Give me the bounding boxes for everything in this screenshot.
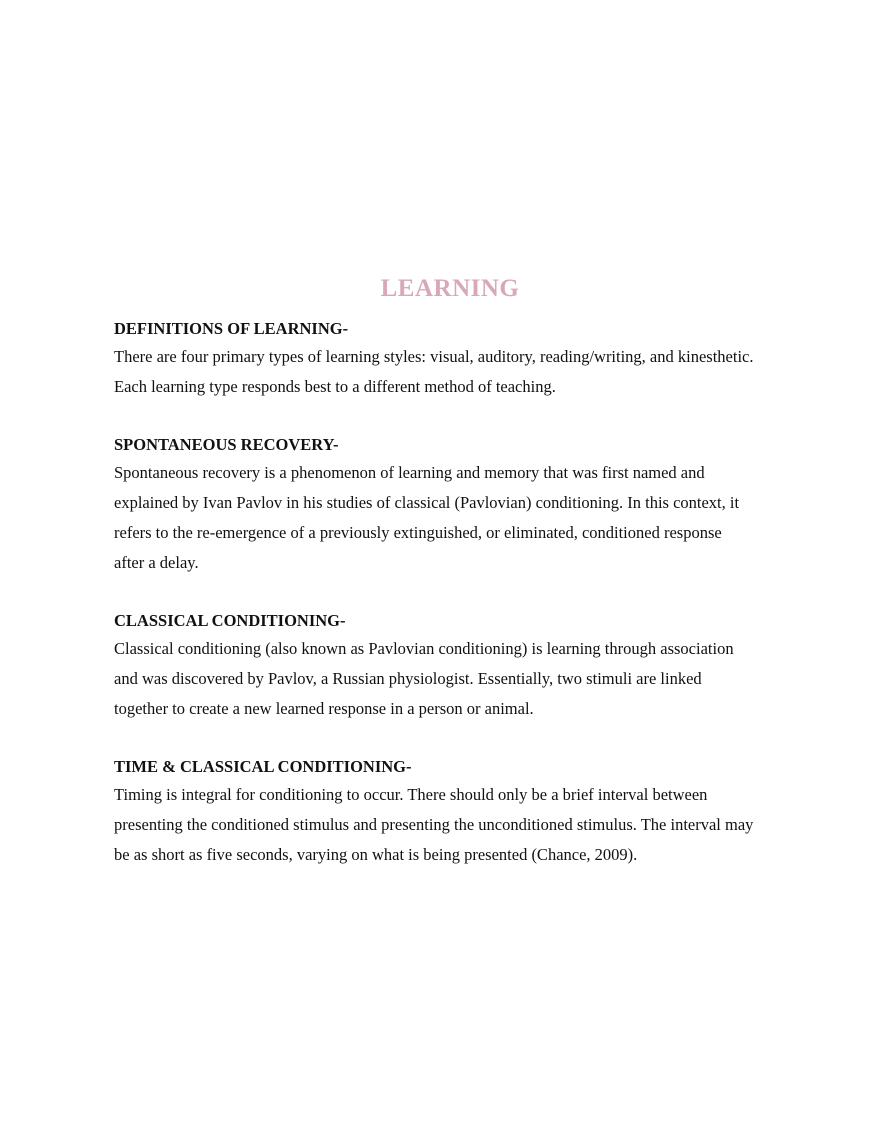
paragraph-line: Timing is integral for conditioning to occur. There should only be a brief interval between [114,785,708,804]
paragraph-line: after a delay. [114,553,199,572]
document-body [114,316,794,900]
section-time-and-classical-conditioning [114,754,794,870]
section-heading: DEFINITIONS OF LEARNING- [114,319,349,338]
paragraph-line: There are four primary types of learning styles: visual, auditory, reading/writing, and kinesthetic. [114,347,754,366]
paragraph-line: Spontaneous recovery is a phenomenon of learning and memory that was first named and [114,463,705,482]
paragraph-line: presenting the conditioned stimulus and presenting the unconditioned stimulus. The interval may [114,815,754,834]
section-spontaneous-recovery [114,432,794,578]
section-paragraph [114,458,794,578]
section-heading: SPONTANEOUS RECOVERY- [114,435,339,454]
paragraph-line: Each learning type responds best to a different method of teaching. [114,377,556,396]
section-paragraph [114,342,794,402]
section-heading: TIME & CLASSICAL CONDITIONING- [114,757,412,776]
section-paragraph [114,634,794,724]
section-paragraph [114,780,794,870]
section-classical-conditioning [114,608,794,724]
paragraph-line: explained by Ivan Pavlov in his studies of classical (Pavlovian) conditioning. In this context, it [114,493,740,512]
paragraph-line: together to create a new learned response in a person or animal. [114,699,534,718]
paragraph-line: be as short as five seconds, varying on what is being presented (Chance, 2009). [114,845,638,864]
section-definitions-of-learning [114,316,794,402]
paragraph-line: Classical conditioning (also known as Pavlovian conditioning) is learning through association [114,639,734,658]
paragraph-line: refers to the re-emergence of a previously extinguished, or eliminated, conditioned response [114,523,722,542]
section-heading: CLASSICAL CONDITIONING- [114,611,346,630]
paragraph-line: and was discovered by Pavlov, a Russian physiologist. Essentially, two stimuli are linked [114,669,702,688]
page-title: LEARNING [380,275,520,302]
